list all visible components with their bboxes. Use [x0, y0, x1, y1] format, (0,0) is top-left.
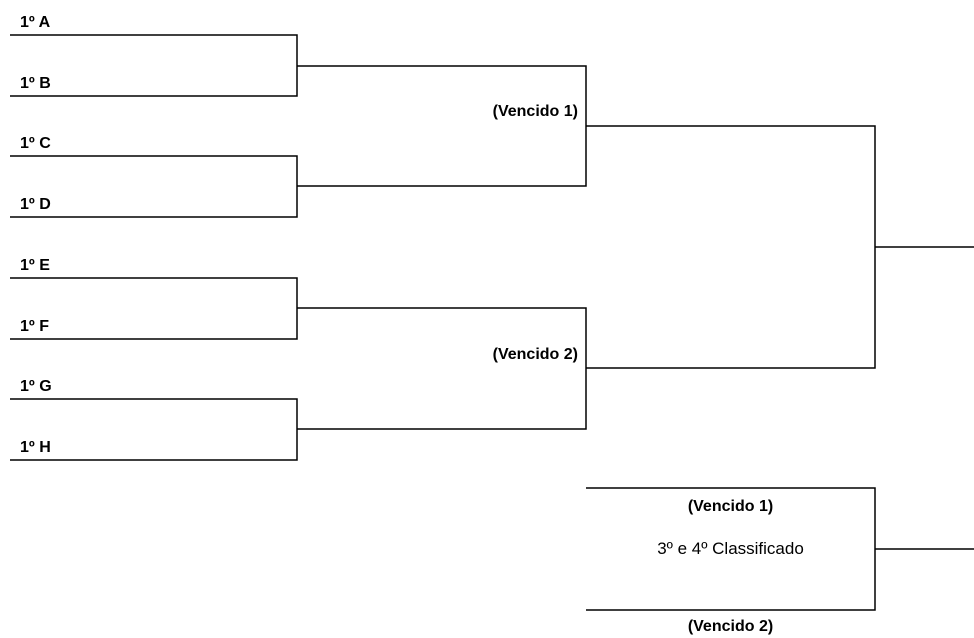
seed-label-g: 1º G: [20, 378, 52, 395]
semifinal-line-2: [297, 308, 586, 429]
seed-label-a: 1º A: [20, 14, 51, 31]
seed-label-c: 1º C: [20, 135, 51, 152]
third-place-top-label: (Vencido 1): [687, 498, 774, 515]
semifinal-label-2: (Vencido 2): [492, 346, 578, 363]
seed-label-h: 1º H: [20, 439, 51, 456]
seed-label-e: 1º E: [20, 257, 50, 274]
match-line-c-d: [10, 156, 297, 217]
match-line-g-h: [10, 399, 297, 460]
match-line-e-f: [10, 278, 297, 339]
third-place-bottom-label: (Vencido 2): [687, 618, 774, 635]
match-line-a-b: [10, 35, 297, 96]
seed-label-b: 1º B: [20, 75, 51, 92]
seed-label-d: 1º D: [20, 196, 51, 213]
final-line: [586, 126, 875, 368]
semifinal-label-1: (Vencido 1): [492, 103, 578, 120]
semifinal-line-1: [297, 66, 586, 186]
third-place-title: 3º e 4º Classificado: [657, 539, 804, 558]
seed-label-f: 1º F: [20, 318, 49, 335]
